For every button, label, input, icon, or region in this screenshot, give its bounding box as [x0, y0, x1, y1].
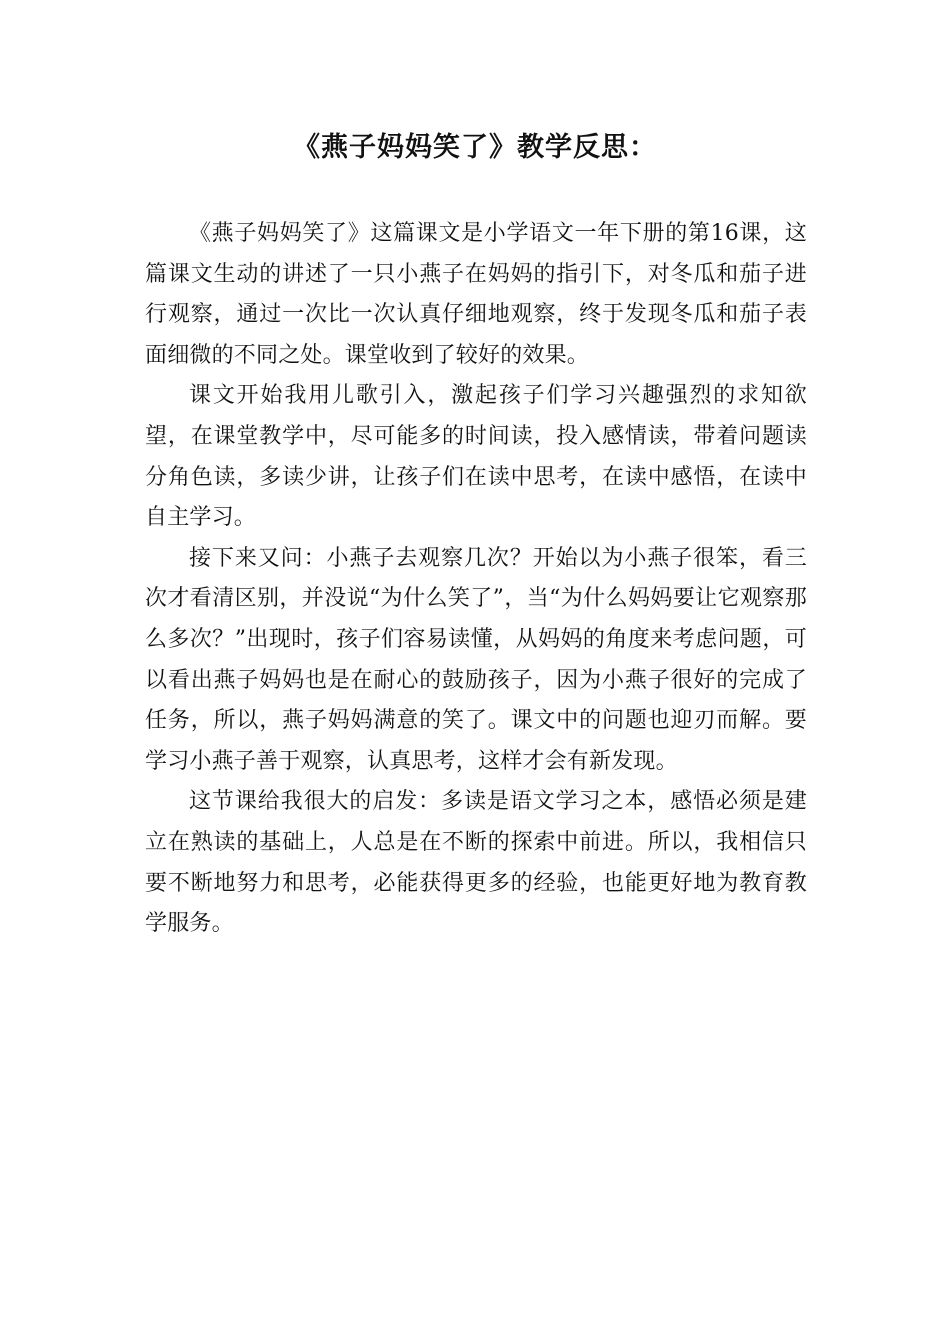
page-title: 《燕子妈妈笑了》教学反思： — [293, 132, 657, 163]
paragraph-1: 《燕子妈妈笑了》这篇课文是小学语文一年下册的第16课，这篇课文生动的讲述了一只小燕子在妈妈的指引下，对冬瓜和茄子进行观察，通过一次比一次认真仔细地观察，终于发现冬瓜和茄子表面细微的不同之处。课堂收到了较好的效果。 — [145, 221, 807, 368]
paragraph-4: 这节课给我很大的启发：多读是语文学习之本，感悟必须是建立在熟读的基础上，人总是在不断的探索中前进。所以，我相信只要不断地努力和思考，必能获得更多的经验，也能更好地为教育教学服务。 — [145, 789, 807, 937]
paragraph-3: 接下来又问：小燕子去观察几次？开始以为小燕子很笨，看三次才看清区别，并没说“为什么笑了”，当“为什么妈妈要让它观察那么多次？”出现时，孩子们容易读懂，从妈妈的角度来考虑问题，可以看出燕子妈妈也是在耐心的鼓励孩子，因为小燕子很好的完成了任务，所以，燕子妈妈满意的笑了。课文中的问题也迎刃而解。要学习小燕子善于观察，认真思考，这样才会有新发现。 — [145, 545, 807, 774]
document-body — [145, 214, 807, 945]
paragraph-2: 课文开始我用儿歌引入，激起孩子们学习兴趣强烈的求知欲望，在课堂教学中，尽可能多的时间读，投入感情读，带着问题读分角色读，多读少讲，让孩子们在读中思考，在读中感悟，在读中自主学习。 — [145, 383, 807, 531]
